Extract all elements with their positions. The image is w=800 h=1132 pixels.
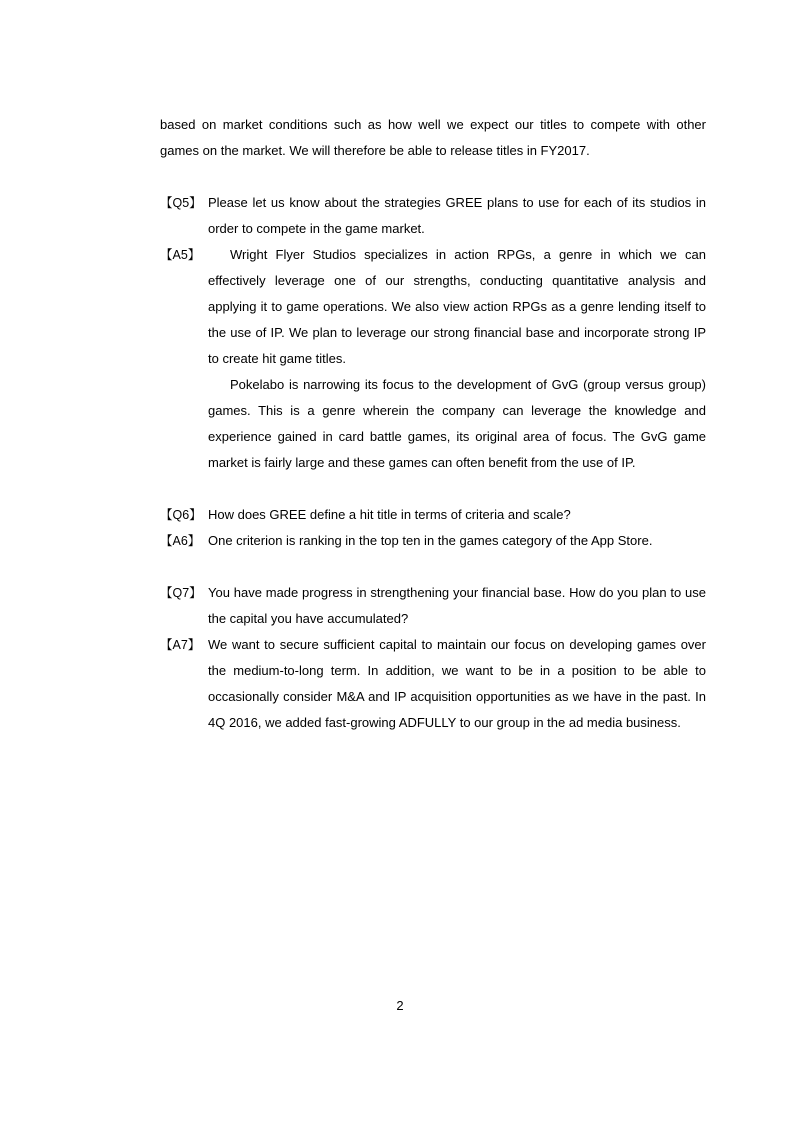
page-number: 2 — [396, 998, 404, 1013]
answer-text-a7: We want to secure sufficient capital to maintain our focus on developing games over the medium-to-long term. In addition, we want to be in a position to be able to occasionally consider M&A and IP acquisition opportunities as we have in the past. In 4Q 2016, we added fast-growing ADFULLY to our group in the ad media business. — [208, 637, 706, 730]
qa-block-a7 — [160, 632, 706, 736]
answer-text-a5-continued: Pokelabo is narrowing its focus to the development of GvG (group versus group) games. This is a genre wherein the company can leverage the knowledge and experience gained in card battle games, its original area of focus. The GvG game market is fairly large and these games can often benefit from the use of IP. — [208, 377, 706, 470]
question-label-q6: 【Q6】 — [160, 508, 202, 522]
document-body — [160, 112, 706, 736]
answer-text-a5: Wright Flyer Studios specializes in action RPGs, a genre in which we can effectively leverage one of our strengths, conducting quantitative analysis and applying it to game operations. We also view action RPGs as a genre lending itself to the use of IP. We plan to leverage our strong financial base and incorporate strong IP to create hit game titles. — [208, 247, 706, 366]
answer-label-a7: 【A7】 — [160, 638, 201, 652]
question-text-q7: You have made progress in strengthening your financial base. How do you plan to use the capital you have accumulated? — [208, 585, 706, 626]
qa-block-q5 — [160, 190, 706, 242]
answer-label-a5: 【A5】 — [160, 248, 201, 262]
spacer — [160, 476, 706, 502]
qa-block-a6 — [160, 528, 706, 554]
question-label-q5: 【Q5】 — [160, 196, 202, 210]
qa-block-q7 — [160, 580, 706, 632]
qa-block-a5 — [160, 242, 706, 372]
answer-label-a6: 【A6】 — [160, 534, 201, 548]
qa-block-q6 — [160, 502, 706, 528]
spacer — [160, 554, 706, 580]
answer-text-a6: One criterion is ranking in the top ten in the games category of the App Store. — [208, 533, 653, 548]
question-text-q6: How does GREE define a hit title in terms of criteria and scale? — [208, 507, 571, 522]
question-text-q5: Please let us know about the strategies GREE plans to use for each of its studios in order to compete in the game market. — [208, 195, 706, 236]
question-label-q7: 【Q7】 — [160, 586, 202, 600]
paragraph-continuation — [160, 112, 706, 164]
paragraph-text: based on market conditions such as how well we expect our titles to compete with other games on the market. We will therefore be able to release titles in FY2017. — [160, 117, 706, 158]
spacer — [160, 164, 706, 190]
qa-block-a5-continued — [160, 372, 706, 476]
